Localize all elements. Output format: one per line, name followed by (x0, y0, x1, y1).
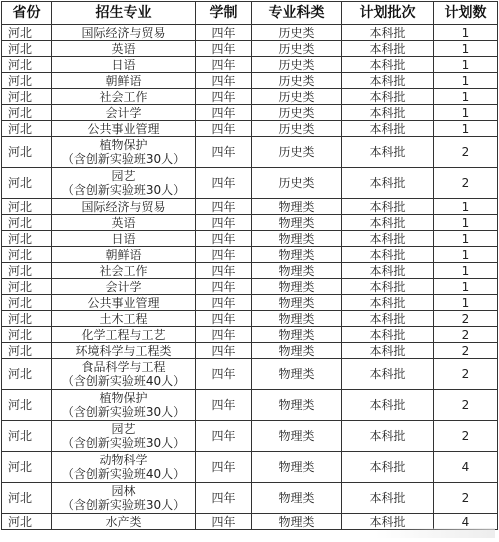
cell-category: 历史类 (252, 89, 342, 105)
cell-category: 历史类 (252, 41, 342, 57)
major-name: 园林 (111, 484, 136, 498)
major-name: 英语 (111, 41, 136, 56)
cell-category: 历史类 (252, 168, 342, 199)
cell-batch: 本科批 (342, 199, 434, 215)
cell-count: 2 (434, 421, 498, 452)
cell-major (52, 421, 196, 452)
cell-duration: 四年 (196, 343, 252, 359)
cell-category: 历史类 (252, 57, 342, 73)
major-note: （含创新实验班40人） (61, 374, 186, 388)
major-name: 国际经济与贸易 (81, 199, 166, 214)
cell-batch: 本科批 (342, 359, 434, 390)
cell-major (52, 514, 196, 530)
cell-count: 1 (434, 231, 498, 247)
cell-major (52, 263, 196, 279)
cell-category: 物理类 (252, 359, 342, 390)
cell-category: 物理类 (252, 199, 342, 215)
major-name: 英语 (111, 215, 136, 230)
cell-count: 1 (434, 25, 498, 41)
cell-category: 物理类 (252, 295, 342, 311)
table-row (2, 359, 498, 390)
cell-major (52, 57, 196, 73)
cell-duration: 四年 (196, 105, 252, 121)
major-name: 土木工程 (99, 311, 148, 326)
cell-batch: 本科批 (342, 295, 434, 311)
major-name: 公共事业管理 (87, 121, 160, 136)
cell-major (52, 327, 196, 343)
table-row (2, 279, 498, 295)
table-row (2, 121, 498, 137)
cell-province: 河北 (2, 295, 52, 311)
major-name: 日语 (111, 231, 136, 246)
cell-category: 物理类 (252, 263, 342, 279)
cell-province: 河北 (2, 343, 52, 359)
major-name: 水产类 (105, 514, 142, 529)
cell-batch: 本科批 (342, 327, 434, 343)
cell-count: 1 (434, 279, 498, 295)
cell-duration: 四年 (196, 121, 252, 137)
table-row (2, 168, 498, 199)
cell-province: 河北 (2, 247, 52, 263)
cell-count: 1 (434, 89, 498, 105)
cell-major (52, 168, 196, 199)
cell-major (52, 231, 196, 247)
cell-major (52, 311, 196, 327)
header-count: 计划数 (434, 2, 498, 25)
cell-count: 2 (434, 343, 498, 359)
cell-count: 1 (434, 105, 498, 121)
table-row (2, 390, 498, 421)
table-row (2, 41, 498, 57)
header-duration: 学制 (196, 2, 252, 25)
table-row (2, 231, 498, 247)
cell-duration: 四年 (196, 231, 252, 247)
cell-batch: 本科批 (342, 279, 434, 295)
major-name: 园艺 (111, 169, 136, 183)
cell-count: 2 (434, 327, 498, 343)
cell-province: 河北 (2, 279, 52, 295)
major-name: 社会工作 (99, 263, 148, 278)
cell-batch: 本科批 (342, 343, 434, 359)
cell-province: 河北 (2, 73, 52, 89)
cell-duration: 四年 (196, 247, 252, 263)
cell-major (52, 390, 196, 421)
cell-batch: 本科批 (342, 263, 434, 279)
table-row (2, 105, 498, 121)
cell-major (52, 105, 196, 121)
cell-count: 1 (434, 41, 498, 57)
cell-count: 2 (434, 390, 498, 421)
cell-duration: 四年 (196, 390, 252, 421)
cell-batch: 本科批 (342, 168, 434, 199)
cell-major (52, 41, 196, 57)
cell-batch: 本科批 (342, 215, 434, 231)
cell-duration: 四年 (196, 327, 252, 343)
table-row (2, 199, 498, 215)
cell-duration: 四年 (196, 452, 252, 483)
cell-count: 1 (434, 73, 498, 89)
cell-category: 物理类 (252, 279, 342, 295)
cell-major (52, 25, 196, 41)
cell-batch: 本科批 (342, 231, 434, 247)
cell-duration: 四年 (196, 421, 252, 452)
cell-duration: 四年 (196, 57, 252, 73)
major-note: （含创新实验班30人） (61, 183, 186, 197)
major-name: 国际经济与贸易 (81, 25, 166, 40)
cell-province: 河北 (2, 359, 52, 390)
table-row (2, 343, 498, 359)
cell-count: 2 (434, 311, 498, 327)
cell-major (52, 137, 196, 168)
cell-count: 4 (434, 452, 498, 483)
cell-province: 河北 (2, 25, 52, 41)
major-name: 日语 (111, 57, 136, 72)
cell-province: 河北 (2, 215, 52, 231)
cell-major (52, 279, 196, 295)
table-row (2, 57, 498, 73)
cell-duration: 四年 (196, 25, 252, 41)
cell-province: 河北 (2, 199, 52, 215)
table-row (2, 421, 498, 452)
major-name: 园艺 (111, 422, 136, 436)
cell-count: 2 (434, 483, 498, 514)
cell-duration: 四年 (196, 514, 252, 530)
major-name: 化学工程与工艺 (81, 327, 166, 342)
major-name: 植物保护 (99, 138, 148, 152)
table-row (2, 327, 498, 343)
cell-duration: 四年 (196, 279, 252, 295)
header-province: 省份 (2, 2, 52, 25)
table-row (2, 452, 498, 483)
major-note: （含创新实验班30人） (61, 152, 186, 166)
major-name: 环境科学与工程类 (75, 343, 172, 358)
major-name: 食品科学与工程 (81, 360, 166, 374)
cell-category: 物理类 (252, 231, 342, 247)
cell-count: 1 (434, 57, 498, 73)
cell-category: 物理类 (252, 452, 342, 483)
enrollment-plan-document (1, 1, 498, 530)
cell-duration: 四年 (196, 263, 252, 279)
enrollment-plan-table (1, 1, 498, 530)
major-name: 动物科学 (99, 453, 148, 467)
cell-duration: 四年 (196, 137, 252, 168)
major-note: （含创新实验班30人） (61, 405, 186, 419)
major-name: 会计学 (105, 105, 142, 120)
cell-duration: 四年 (196, 168, 252, 199)
header-category: 专业科类 (252, 2, 342, 25)
cell-major (52, 483, 196, 514)
table-row (2, 25, 498, 41)
table-row (2, 215, 498, 231)
cell-category: 物理类 (252, 311, 342, 327)
cell-major (52, 359, 196, 390)
cell-category: 物理类 (252, 247, 342, 263)
cell-province: 河北 (2, 327, 52, 343)
major-name: 会计学 (105, 279, 142, 294)
cell-major (52, 199, 196, 215)
cell-province: 河北 (2, 89, 52, 105)
cell-batch: 本科批 (342, 41, 434, 57)
cell-count: 1 (434, 215, 498, 231)
cell-batch: 本科批 (342, 247, 434, 263)
cell-major (52, 295, 196, 311)
cell-category: 物理类 (252, 514, 342, 530)
table-row (2, 483, 498, 514)
cell-duration: 四年 (196, 89, 252, 105)
cell-category: 历史类 (252, 121, 342, 137)
table-row (2, 247, 498, 263)
cell-duration: 四年 (196, 359, 252, 390)
major-note: （含创新实验班40人） (61, 467, 186, 481)
cell-province: 河北 (2, 514, 52, 530)
table-row (2, 137, 498, 168)
cell-batch: 本科批 (342, 25, 434, 41)
cell-duration: 四年 (196, 73, 252, 89)
cell-batch: 本科批 (342, 390, 434, 421)
cell-major (52, 452, 196, 483)
cell-duration: 四年 (196, 215, 252, 231)
cell-major (52, 121, 196, 137)
header-batch: 计划批次 (342, 2, 434, 25)
cell-batch: 本科批 (342, 89, 434, 105)
cell-category: 物理类 (252, 483, 342, 514)
cell-batch: 本科批 (342, 483, 434, 514)
major-name: 公共事业管理 (87, 295, 160, 310)
cell-category: 物理类 (252, 327, 342, 343)
cell-count: 2 (434, 168, 498, 199)
cell-category: 物理类 (252, 343, 342, 359)
cell-count: 2 (434, 359, 498, 390)
table-row (2, 73, 498, 89)
cell-batch: 本科批 (342, 311, 434, 327)
cell-category: 历史类 (252, 137, 342, 168)
cell-category: 物理类 (252, 421, 342, 452)
cell-count: 1 (434, 295, 498, 311)
table-body (2, 25, 498, 530)
cell-batch: 本科批 (342, 57, 434, 73)
table-row (2, 89, 498, 105)
cell-duration: 四年 (196, 199, 252, 215)
cell-batch: 本科批 (342, 121, 434, 137)
cell-batch: 本科批 (342, 137, 434, 168)
cell-batch: 本科批 (342, 452, 434, 483)
cell-batch: 本科批 (342, 421, 434, 452)
cell-count: 2 (434, 137, 498, 168)
major-note: （含创新实验班30人） (61, 498, 186, 512)
cell-province: 河北 (2, 390, 52, 421)
cell-province: 河北 (2, 121, 52, 137)
cell-count: 1 (434, 199, 498, 215)
header-major: 招生专业 (52, 2, 196, 25)
cell-province: 河北 (2, 452, 52, 483)
cell-province: 河北 (2, 105, 52, 121)
cell-count: 1 (434, 263, 498, 279)
table-row (2, 263, 498, 279)
cell-province: 河北 (2, 231, 52, 247)
cell-count: 1 (434, 121, 498, 137)
cell-province: 河北 (2, 421, 52, 452)
cell-major (52, 215, 196, 231)
cell-category: 历史类 (252, 105, 342, 121)
cell-province: 河北 (2, 263, 52, 279)
major-name: 朝鲜语 (105, 247, 142, 262)
cell-category: 物理类 (252, 215, 342, 231)
major-note: （含创新实验班30人） (61, 436, 186, 450)
major-name: 社会工作 (99, 89, 148, 104)
cell-duration: 四年 (196, 295, 252, 311)
cell-province: 河北 (2, 168, 52, 199)
cell-batch: 本科批 (342, 514, 434, 530)
cell-province: 河北 (2, 57, 52, 73)
cell-province: 河北 (2, 311, 52, 327)
cell-count: 1 (434, 247, 498, 263)
major-name: 植物保护 (99, 391, 148, 405)
cell-province: 河北 (2, 137, 52, 168)
cell-duration: 四年 (196, 311, 252, 327)
cell-category: 历史类 (252, 25, 342, 41)
table-header-row (2, 2, 498, 25)
table-row (2, 295, 498, 311)
cell-major (52, 343, 196, 359)
table-row (2, 311, 498, 327)
cell-category: 物理类 (252, 390, 342, 421)
cell-major (52, 73, 196, 89)
cell-major (52, 89, 196, 105)
cell-province: 河北 (2, 41, 52, 57)
cell-province: 河北 (2, 483, 52, 514)
major-name: 朝鲜语 (105, 73, 142, 88)
cell-major (52, 247, 196, 263)
cell-batch: 本科批 (342, 73, 434, 89)
cell-duration: 四年 (196, 483, 252, 514)
cell-category: 历史类 (252, 73, 342, 89)
cell-batch: 本科批 (342, 105, 434, 121)
watermark-fade (375, 528, 495, 538)
cell-count: 4 (434, 514, 498, 530)
cell-duration: 四年 (196, 41, 252, 57)
